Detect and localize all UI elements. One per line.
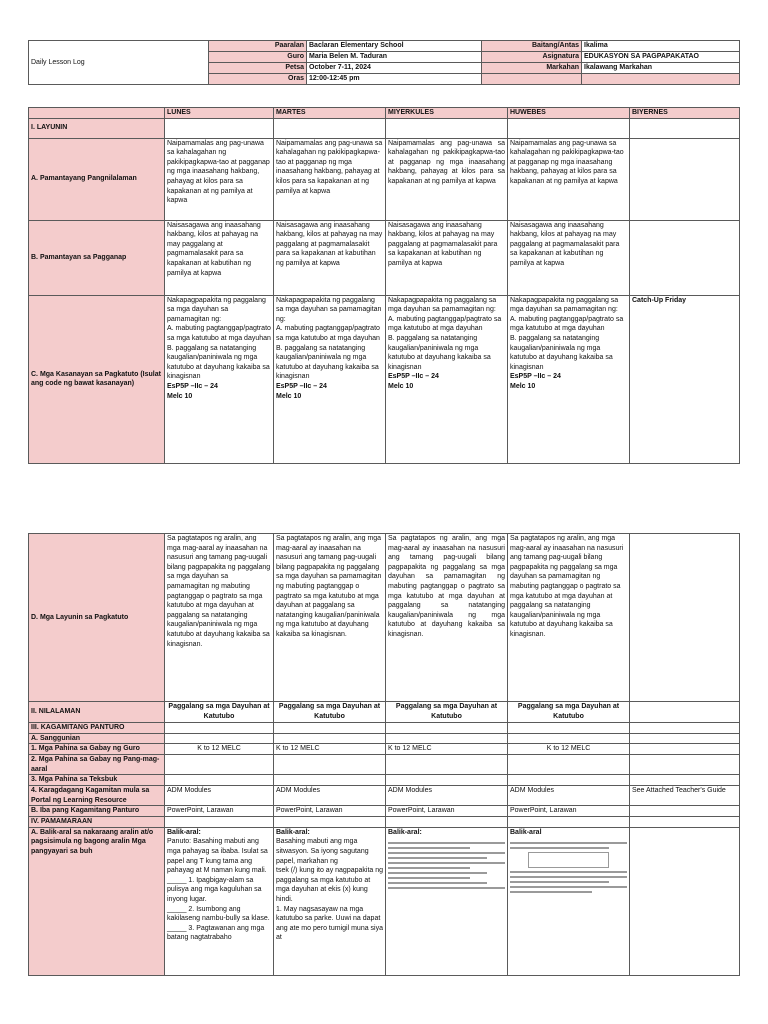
melc-label: Melc 10 [388, 382, 414, 390]
label-asignatura: Asignatura [482, 52, 582, 63]
karagdagang-martes: ADM Modules [274, 785, 386, 805]
row-label-gabay-guro: 1. Mga Pahina sa Gabay ng Guro [29, 744, 165, 755]
row-label-balik-aral: A. Balik-aral sa nakaraang aralin at/o pagsisimula ng bagong aralin Mga pangyayari sa buh [29, 827, 165, 975]
value-oras: 12:00-12:45 pm [307, 74, 482, 85]
label-oras: Oras [209, 74, 307, 85]
lesson-table-part-2 [28, 533, 740, 976]
cell-b-lunes: Naisasagawa ang inaasahang hakbang, kilos at pahayag na may paggalang at pagmamalasakit para sa kapakanan at kabutihan ng pamilya at kapwa [165, 220, 274, 295]
balik-aral-text: Basahing mabuti ang mga sitwasyon. Sa iyong sagutang papel, markahan ng tsek (/) kung ito ay nagpapakita ng paggalang sa mga katutubo at mga dayuhan at ekis (x) kung hindi. 1. May nagsasayaw na mga katutubo sa parke. Uuwi na dapat ang ate mo pero tumigil muna siya at [276, 838, 384, 942]
balik-aral-text: Panuto: Basahing mabuti ang mga pahayag sa ibaba. Isulat sa papel ang T kung tama ang pahayag at M naman kung mali. _____ 1. Ipagbigay-alam sa pulisya ang mga kaguluhan sa inyong lugar. _____ 2. Isumbong ang kakilaseng nambu-bully sa klase. _____ 3. Pagtawanan ang mga batang nagtatrabaho [167, 838, 270, 942]
section-pamamaraan: IV. PAMAMARAAN [29, 817, 165, 828]
label-markahan: Markahan [482, 63, 582, 74]
value-paaralan: Baclaran Elementary School [307, 41, 482, 52]
value-baitang: Ikalima [582, 41, 740, 52]
karagdagang-lunes: ADM Modules [165, 785, 274, 805]
value-petsa: October 7-11, 2024 [307, 63, 482, 74]
competency-code: EsP5P –IIc – 24 [388, 373, 439, 381]
label-guro: Guro [209, 52, 307, 63]
balik-aral-title: Balik-aral: [388, 828, 422, 836]
cell-d-lunes: Sa pagtatapos ng aralin, ang mga mag-aaral ay inaasahan na nasusuri ang tamang pag-uugali bilang pagpapakita ng paggalang sa mga dayuhan sa pamamagitan ng mabuting pagtanggap o pagtrato sa mga katutubo at mga dayuhan at paggalang sa natatanging kaugalian/paniniwala ng mga katutubo at dayuhang kakaiba sa kinagisnan. [165, 534, 274, 702]
kasanayan-text: Nakapagpapakita ng paggalang sa mga dayuhan sa pamamagitan ng: A. mabuting pagtanggap/pagtrato sa mga katutubo at mga dayuhan B. paggalang sa natatanging kaugalian/paniniwala ng mga katutubo at dayuhang kakaiba sa kinagisnan [388, 296, 502, 371]
kasanayan-text: Nakapagpapakita ng paggalang sa mga dayuhan sa pamamagitan ng: A. mabuting pagtanggap/pagtrato sa mga katutubo at mga dayuhan B. paggalang sa natatanging kaugalian/paniniwala ng mga katutubo at dayuhang kakaiba sa kinagisnan [276, 296, 382, 381]
cell-c-miyerkules [386, 295, 508, 463]
cell-d-biyernes [630, 534, 740, 702]
nilalaman-miyerkules: Paggalang sa mga Dayuhan at Katutubo [386, 702, 508, 723]
day-header-huwebes: HUWEBES [508, 108, 630, 119]
cell-a-biyernes [630, 138, 740, 220]
cell-b-martes: Naisasagawa ang inaasahang hakbang, kilos at pahayag na may paggalang at pagmamalasakit para sa kapakanan at kabutihan ng pamilya at kapwa [274, 220, 386, 295]
cell-b-biyernes [630, 220, 740, 295]
day-header-biyernes: BIYERNES [630, 108, 740, 119]
cell-b-miyerkules: Naisasagawa ang inaasahang hakbang, kilos at pahayag na may paggalang at pagmamalasakit para sa kapakanan at kabutihan ng pamilya at kapwa [386, 220, 508, 295]
row-label-teksbuk: 3. Mga Pahina sa Teksbuk [29, 775, 165, 786]
empty-value [582, 74, 740, 85]
iba-pang-huwebes: PowerPoint, Larawan [508, 806, 630, 817]
competency-code: EsP5P –IIc – 24 [167, 382, 218, 390]
balik-aral-martes [274, 827, 386, 975]
day-header-miyerkules: MIYERKULES [386, 108, 508, 119]
section-layunin: I. LAYUNIN [29, 118, 165, 138]
day-header-lunes: LUNES [165, 108, 274, 119]
empty-label [482, 74, 582, 85]
row-label-mga-layunin: D. Mga Layunin sa Pagkatuto [29, 534, 165, 702]
nilalaman-martes: Paggalang sa mga Dayuhan at Katutubo [274, 702, 386, 723]
karagdagang-miyerkules: ADM Modules [386, 785, 508, 805]
catch-up-friday: Catch-Up Friday [632, 296, 687, 304]
cell-d-miyerkules: Sa pagtatapos ng aralin, ang mga mag-aaral ay inaasahan na nasusuri ang tamang pag-uugali bilang pagpapakita ng paggalang sa mga dayuhan sa pamamagitan ng mabuting pagtanggap o pagtrato sa mga katutubo at mga dayuhan at paggalang sa natatanging kaugalian/paniniwala ng mga katutubo at dayuhang kakaiba sa kinagisnan. [386, 534, 508, 702]
label-paaralan: Paaralan [209, 41, 307, 52]
cell-a-huwebes: Naipamamalas ang pag-unawa sa kahalagahan ng pakikipagkapwa-tao at pagganap ng mga inaasahang hakbang, pahayag at kilos para sa kapakanan at ng pamilya at kapwa [508, 138, 630, 220]
cell-d-huwebes: Sa pagtatapos ng aralin, ang mga mag-aaral ay inaasahan na nasusuri ang tamang pag-uugali bilang pagpapakita ng paggalang sa mga dayuhan sa pamamagitan ng mabuting pagtanggap o pagtrato sa mga katutubo at mga dayuhan at paggalang sa natatanging kaugalian/paniniwala ng mga katutubo at dayuhang kakaiba sa kinagisnan. [508, 534, 630, 702]
melc-label: Melc 10 [167, 392, 193, 400]
cell-a-martes: Naipamamalas ang pag-unawa sa kahalagahan ng pakikipagkapwa-tao at pagganap ng mga inaasahang hakbang, pahayag at kilos para sa kapakanan at ng pamilya at kapwa [274, 138, 386, 220]
iba-pang-martes: PowerPoint, Larawan [274, 806, 386, 817]
row-label-pamantayang-pangnilalaman: A. Pamantayang Pangnilalaman [29, 138, 165, 220]
label-petsa: Petsa [209, 63, 307, 74]
cell-b-huwebes: Naisasagawa ang inaasahang hakbang, kilos at pahayag na may paggalang at pagmamalasakit para sa kapakanan at kabutihan ng pamilya at kapwa [508, 220, 630, 295]
corner-cell [29, 108, 165, 119]
cell-c-huwebes [508, 295, 630, 463]
balik-aral-title: Balik-aral: [167, 828, 201, 836]
melc-label: Melc 10 [510, 382, 536, 390]
label-baitang: Baitang/Antas [482, 41, 582, 52]
competency-code: EsP5P –IIc – 24 [276, 382, 327, 390]
karagdagang-huwebes: ADM Modules [508, 785, 630, 805]
gabay-guro-martes: K to 12 MELC [274, 744, 386, 755]
cell-d-martes: Sa pagtatapos ng aralin, ang mga mag-aaral ay inaasahan na nasusuri ang tamang pag-uugali bilang pagpapakita ng paggalang sa mga dayuhan sa pamamagitan ng mabuting pagtanggap o pagtrato sa mga katutubo at mga dayuhan at paggalang sa natatanging kaugalian/paniniwala ng mga katutubo at dayuhang kakaiba sa kinagisnan. [274, 534, 386, 702]
gabay-guro-miyerkules: K to 12 MELC [386, 744, 508, 755]
balik-aral-title: Balik-aral: [276, 828, 310, 836]
row-label-iba-pang-kagamitan: B. Iba pang Kagamitang Panturo [29, 806, 165, 817]
kasanayan-text: Nakapagpapakita ng paggalang sa mga dayuhan sa pamamagitan ng: A. mabuting pagtanggap/pagtrato sa mga katutubo at mga dayuhan B. paggalang sa natatanging kaugalian/paniniwala ng mga katutubo at dayuhang kakaiba sa kinagisnan [167, 296, 271, 381]
iba-pang-lunes: PowerPoint, Larawan [165, 806, 274, 817]
header-table [28, 40, 740, 85]
gabay-guro-lunes: K to 12 MELC [165, 744, 274, 755]
value-markahan: Ikalawang Markahan [582, 63, 740, 74]
nilalaman-lunes: Paggalang sa mga Dayuhan at Katutubo [165, 702, 274, 723]
nilalaman-huwebes: Paggalang sa mga Dayuhan at Katutubo [508, 702, 630, 723]
cell-a-miyerkules: Naipamamalas ang pag-unawa sa kahalagahan ng pakikipagkapwa-tao at pagganap ng mga inaasahang hakbang, pahayag at kilos para sa kapakanan at ng pamilya at kapwa [386, 138, 508, 220]
balik-aral-title: Balik-aral [510, 828, 542, 836]
cell-a-lunes: Naipamamalas ang pag-unawa sa kahalagahan ng pakikipagkapwa-tao at pagganap ng mga inaasahang hakbang, pahayag at kilos para sa kapakanan at ng pamilya at kapwa [165, 138, 274, 220]
row-label-pamantayan-sa-pagganap: B. Pamantayan sa Pagganap [29, 220, 165, 295]
worksheet-image [388, 837, 505, 889]
value-asignatura: EDUKASYON SA PAGPAPAKATAO [582, 52, 740, 63]
balik-aral-huwebes [508, 827, 630, 975]
balik-aral-lunes [165, 827, 274, 975]
melc-label: Melc 10 [276, 392, 302, 400]
iba-pang-miyerkules: PowerPoint, Larawan [386, 806, 508, 817]
cell-c-martes [274, 295, 386, 463]
balik-aral-biyernes [630, 827, 740, 975]
row-label-gabay-mag-aaral: 2. Mga Pahina sa Gabay ng Pang-mag-aaral [29, 755, 165, 775]
iba-pang-biyernes [630, 806, 740, 817]
row-label-sanggunian: A. Sanggunian [29, 733, 165, 744]
value-guro: Maria Belen M. Taduran [307, 52, 482, 63]
section-nilalaman: II. NILALAMAN [29, 702, 165, 723]
nilalaman-biyernes [630, 702, 740, 723]
gabay-guro-huwebes: K to 12 MELC [508, 744, 630, 755]
row-label-mga-kasanayan: C. Mga Kasanayan sa Pagkatuto (Isulat ang code ng bawat kasanayan) [29, 295, 165, 463]
lesson-table-part-1 [28, 107, 740, 464]
gabay-guro-biyernes [630, 744, 740, 755]
kasanayan-text: Nakapagpapakita ng paggalang sa mga dayuhan sa pamamagitan ng: A. mabuting pagtanggap/pagtrato sa mga katutubo at mga dayuhan B. paggalang sa natatanging kaugalian/paniniwala ng mga katutubo at dayuhang kakaiba sa kinagisnan [510, 296, 624, 371]
row-label-karagdagang-kagamitan: 4. Karagdagang Kagamitan mula sa Portal ng Learning Resource [29, 785, 165, 805]
daily-lesson-log-title: Daily Lesson Log [29, 41, 209, 85]
day-header-martes: MARTES [274, 108, 386, 119]
cell-c-lunes [165, 295, 274, 463]
balik-aral-miyerkules [386, 827, 508, 975]
karagdagang-biyernes: See Attached Teacher's Guide [630, 785, 740, 805]
section-kagamitan: III. KAGAMITANG PANTURO [29, 723, 165, 734]
competency-code: EsP5P –IIc – 24 [510, 373, 561, 381]
cell-c-biyernes [630, 295, 740, 463]
worksheet-image [510, 837, 627, 893]
